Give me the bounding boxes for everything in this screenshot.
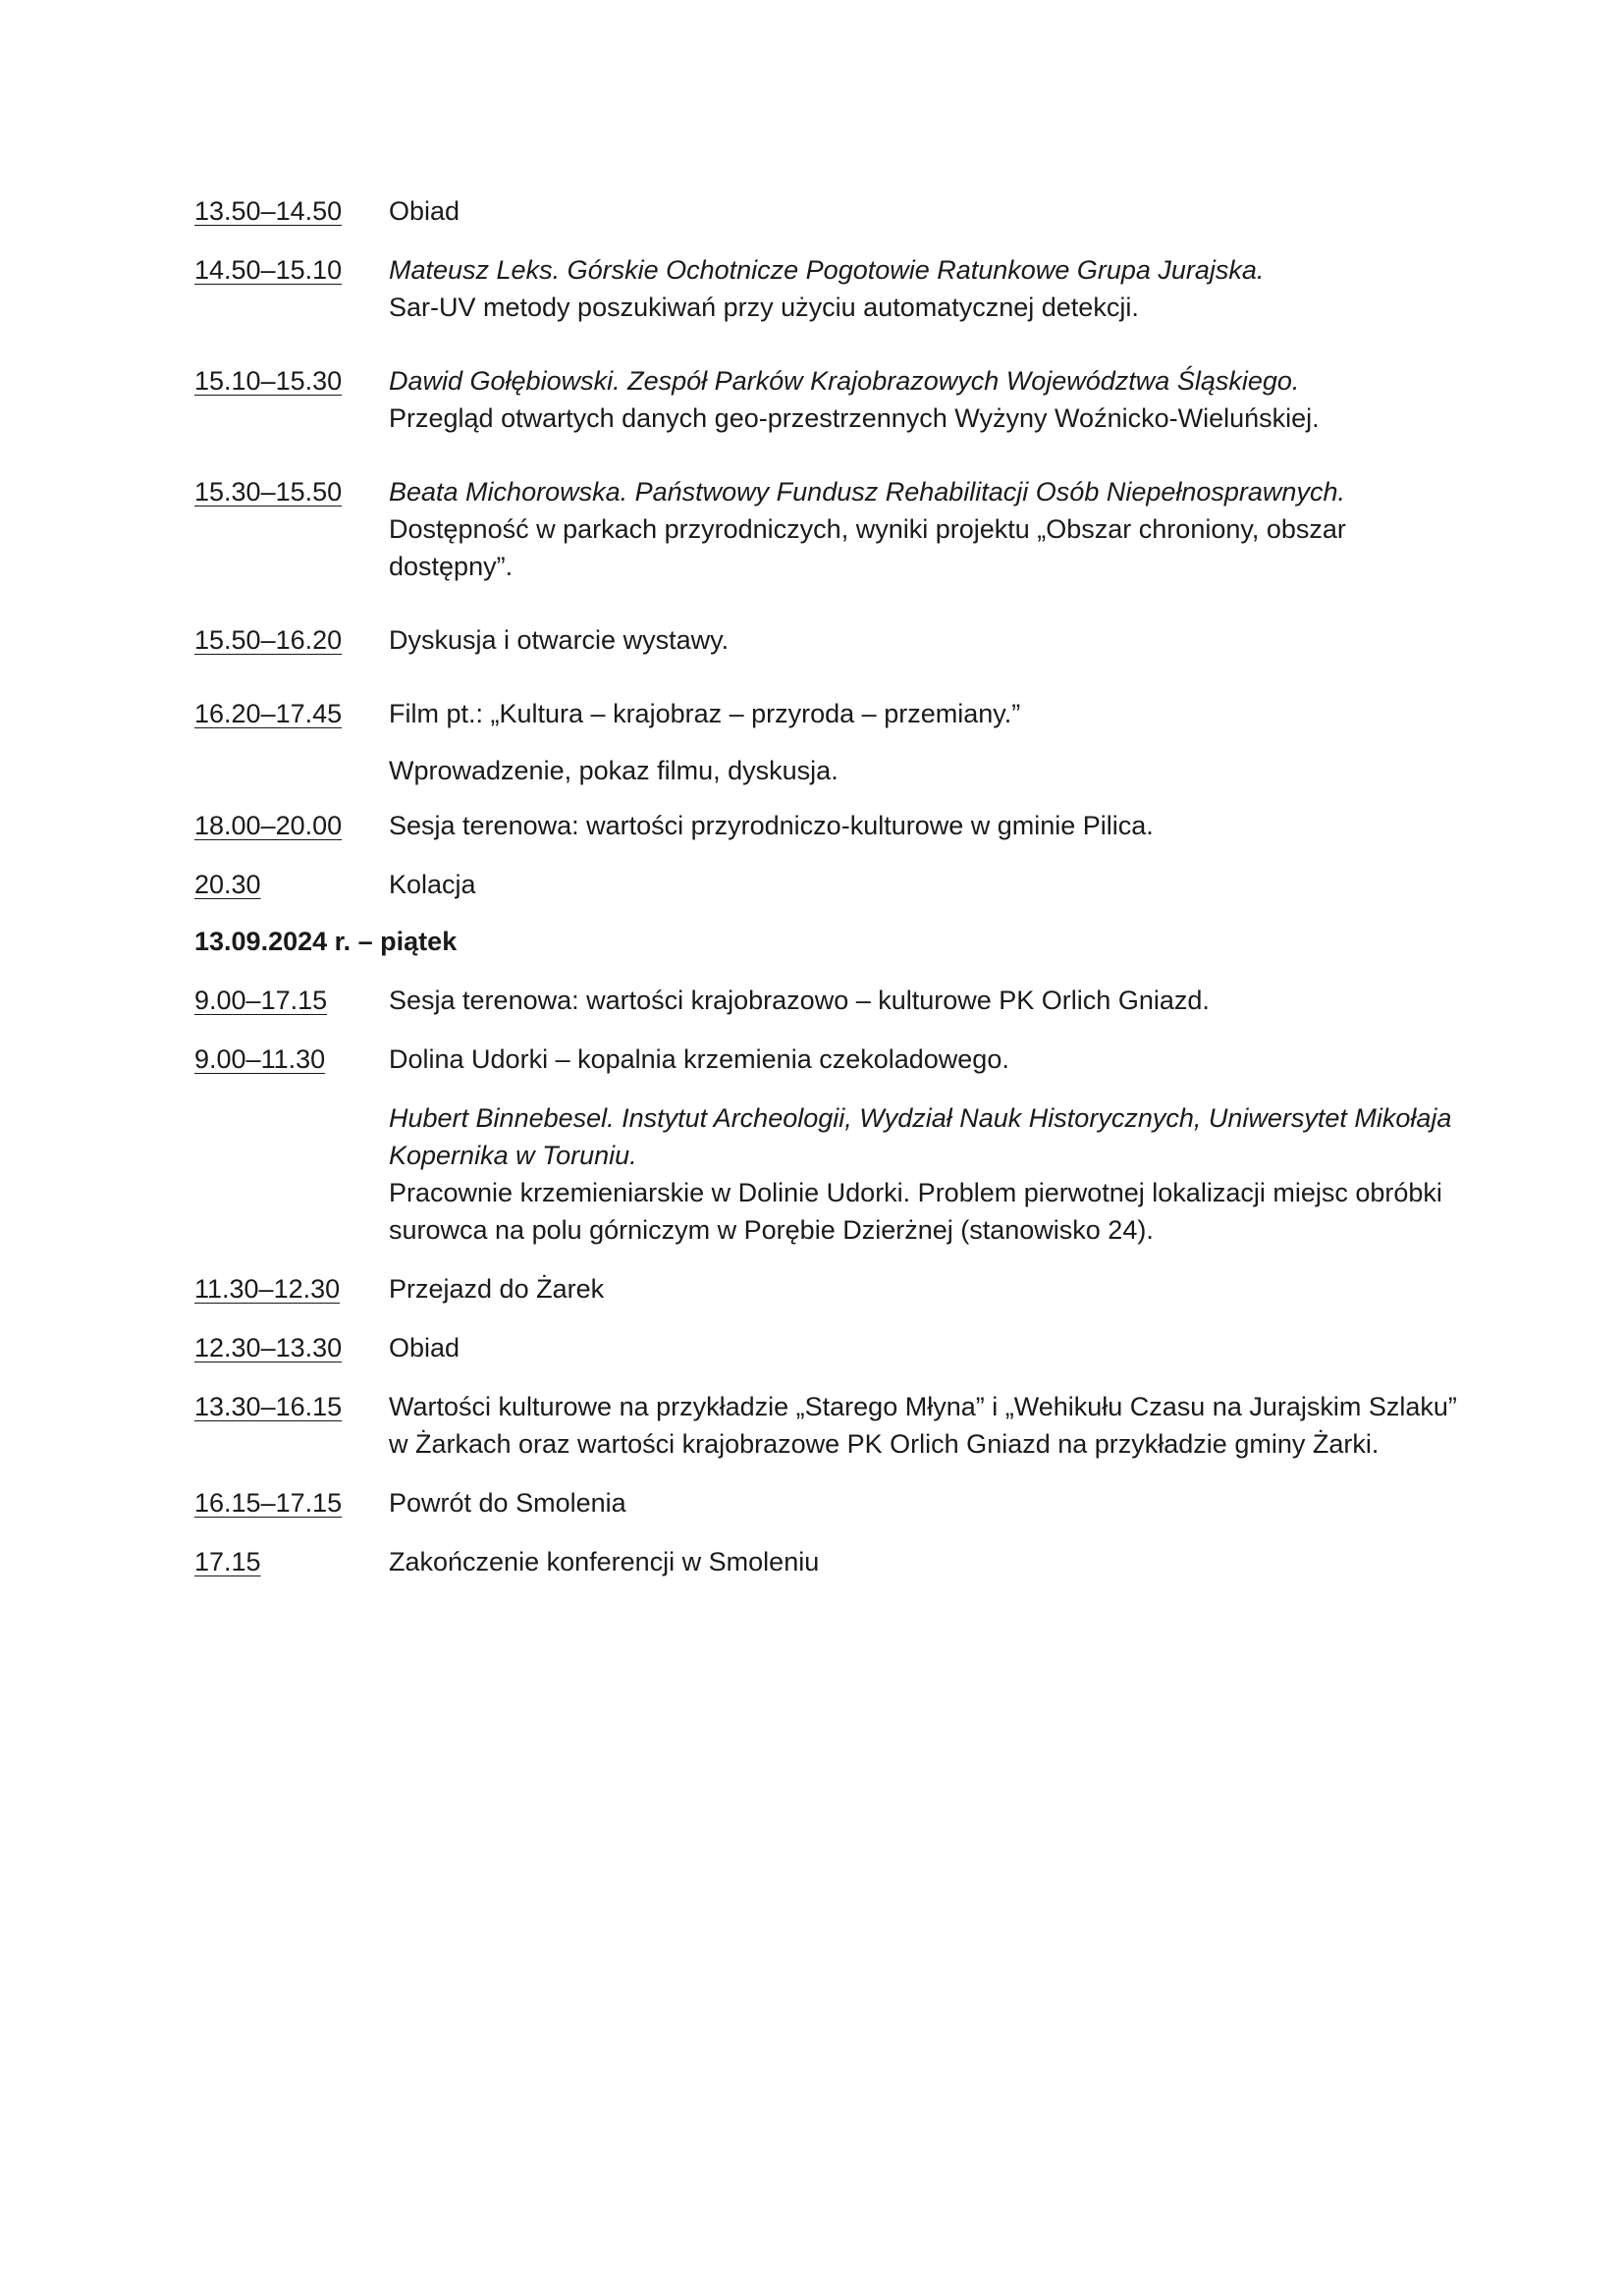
schedule-entry xyxy=(194,1484,1477,1522)
entry-talk-title: Pracownie krzemieniarskie w Dolinie Udorki. Problem pierwotnej lokalizacji miejsc obróbki surowca na polu górniczym w Porębie Dzierżnej (stanowisko 24). xyxy=(389,1178,1442,1245)
entry-speaker: Dawid Gołębiowski. Zespół Parków Krajobrazowych Województwa Śląskiego. xyxy=(389,366,1300,396)
entry-time: 18.00–20.00 xyxy=(194,811,343,840)
entry-time: 15.30–15.50 xyxy=(194,477,343,507)
entry-time: 9.00–11.30 xyxy=(194,1044,326,1074)
schedule-entry xyxy=(194,362,1477,437)
entry-time: 12.30–13.30 xyxy=(194,1333,343,1362)
schedule-entry-note xyxy=(194,752,1477,789)
entry-title: Obiad xyxy=(389,1333,460,1362)
entry-content xyxy=(389,251,1477,326)
entry-content xyxy=(389,1329,1477,1366)
entry-title: Sar-UV metody poszukiwań przy użyciu automatycznej detekcji. xyxy=(389,293,1139,322)
entry-title: Przegląd otwartych danych geo-przestrzennych Wyżyny Woźnicko-Wieluńskiej. xyxy=(389,403,1320,433)
schedule-entry xyxy=(194,473,1477,585)
entry-title: Film pt.: „Kultura – krajobraz – przyroda – przemiany.” xyxy=(389,699,1021,728)
entry-time: 17.15 xyxy=(194,1547,261,1576)
entry-time: 13.30–16.15 xyxy=(194,1392,343,1421)
entry-title: Dostępność w parkach przyrodniczych, wyniki projektu „Obszar chroniony, obszar dostępny”. xyxy=(389,514,1346,581)
entry-time: 15.50–16.20 xyxy=(194,625,343,655)
entry-content xyxy=(389,866,1477,903)
schedule-entry-talk xyxy=(194,1099,1477,1249)
entry-content xyxy=(389,1388,1477,1463)
entry-speaker: Hubert Binnebesel. Instytut Archeologii, Wydział Nauk Historycznych, Uniwersytet Mikołaja Kopernika w Toruniu. xyxy=(389,1103,1452,1170)
schedule-entry xyxy=(194,251,1477,326)
schedule-entry xyxy=(194,695,1477,732)
entry-title: Zakończenie konferencji w Smoleniu xyxy=(389,1547,820,1576)
entry-title: Kolacja xyxy=(389,870,476,899)
entry-content xyxy=(389,1543,1477,1580)
schedule-entry xyxy=(194,1041,1477,1078)
entry-time: 13.50–14.50 xyxy=(194,196,343,226)
schedule-entry xyxy=(194,192,1477,230)
entry-content xyxy=(389,192,1477,230)
entry-time: 16.15–17.15 xyxy=(194,1488,343,1518)
schedule-entry xyxy=(194,1388,1477,1463)
entry-content xyxy=(389,1484,1477,1522)
entry-content xyxy=(389,473,1477,585)
entry-title: Dolina Udorki – kopalnia krzemienia czekoladowego. xyxy=(389,1044,1009,1074)
entry-time: 9.00–17.15 xyxy=(194,986,328,1015)
entry-time: 20.30 xyxy=(194,870,261,899)
schedule-entry xyxy=(194,807,1477,844)
entry-title: Sesja terenowa: wartości krajobrazowo – kulturowe PK Orlich Gniazd. xyxy=(389,986,1210,1015)
entry-time: 11.30–12.30 xyxy=(194,1274,341,1304)
schedule-entry xyxy=(194,1270,1477,1308)
entry-content xyxy=(389,982,1477,1019)
day-heading: 13.09.2024 r. – piątek xyxy=(194,927,458,956)
entry-content xyxy=(389,807,1477,844)
entry-content xyxy=(389,1041,1477,1078)
entry-content xyxy=(389,695,1477,732)
schedule-entry xyxy=(194,1329,1477,1366)
entry-content xyxy=(389,362,1477,437)
entry-time: 14.50–15.10 xyxy=(194,255,343,285)
schedule-entry xyxy=(194,1543,1477,1580)
entry-title: Wartości kulturowe na przykładzie „Starego Młyna” i „Wehikułu Czasu na Jurajskim Szlaku” w Żarkach oraz wartości krajobrazowe PK Orlich Gniazd na przykładzie gminy Żarki. xyxy=(389,1392,1457,1459)
schedule-entry xyxy=(194,866,1477,903)
entry-title: Przejazd do Żarek xyxy=(389,1274,605,1304)
entry-content xyxy=(389,1270,1477,1308)
entry-time: 15.10–15.30 xyxy=(194,366,343,396)
schedule-entry xyxy=(194,621,1477,659)
entry-title: Obiad xyxy=(389,196,460,226)
entry-note: Wprowadzenie, pokaz filmu, dyskusja. xyxy=(389,756,839,785)
entry-speaker: Mateusz Leks. Górskie Ochotnicze Pogotowie Ratunkowe Grupa Jurajska. xyxy=(389,255,1265,285)
entry-content xyxy=(389,621,1477,659)
entry-title: Sesja terenowa: wartości przyrodniczo-kulturowe w gminie Pilica. xyxy=(389,811,1154,840)
entry-talk xyxy=(389,1099,1477,1249)
schedule-entry xyxy=(194,982,1477,1019)
entry-speaker: Beata Michorowska. Państwowy Fundusz Rehabilitacji Osób Niepełnosprawnych. xyxy=(389,477,1345,507)
entry-time: 16.20–17.45 xyxy=(194,699,343,728)
entry-title: Dyskusja i otwarcie wystawy. xyxy=(389,625,730,655)
entry-title: Powrót do Smolenia xyxy=(389,1488,626,1518)
